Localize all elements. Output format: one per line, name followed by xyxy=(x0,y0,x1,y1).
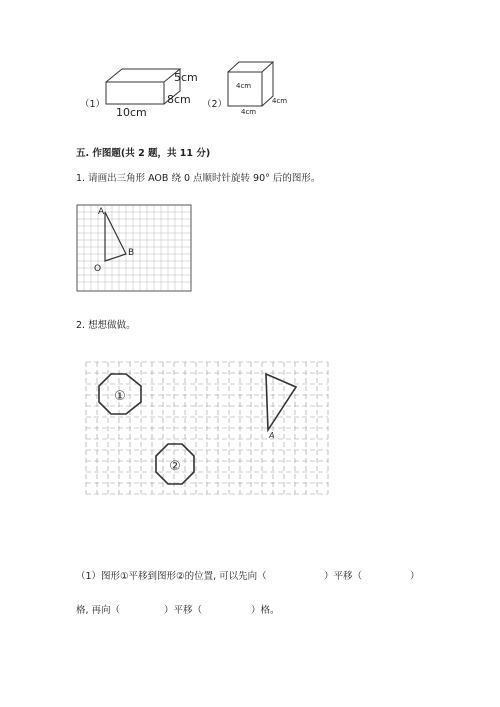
line1-part-2: ）平移（ xyxy=(324,571,363,582)
cube-index-label: （2） xyxy=(202,99,228,110)
section-title: 五. 作图题(共 2 题，共 11 分) xyxy=(76,148,211,159)
q2-grid-figure xyxy=(84,360,334,496)
q1-label-b: B xyxy=(128,248,135,258)
triangle-shape xyxy=(266,374,296,430)
line2-part-1: 格, 再向（ xyxy=(76,605,121,616)
cube-side-edge-label: 4cm xyxy=(272,97,288,105)
cube-bottom-edge-label: 4cm xyxy=(241,108,257,116)
q1-grid-figure xyxy=(76,204,192,292)
triangle-aob xyxy=(105,212,126,261)
shape-1-label: ① xyxy=(114,389,126,404)
question-1-text: 1. 请画出三角形 AOB 绕 0 点顺时针旋转 90° 后的图形。 xyxy=(76,173,321,184)
shape-2-label: ② xyxy=(169,459,181,474)
cube-front-edge-label: 4cm xyxy=(236,82,252,90)
q2-grid-lines xyxy=(86,362,328,494)
cuboid-index-label: （1） xyxy=(80,99,106,110)
line1-part-1: （1）图形①平移到图形②的位置, 可以先向（ xyxy=(76,571,267,582)
cuboid-width-label: 8cm xyxy=(167,93,191,106)
line1-part-3: ） xyxy=(410,571,420,582)
line2-part-2: ）平移（ xyxy=(164,605,203,616)
question-2-text: 2. 想想做做。 xyxy=(76,320,136,331)
q1-label-o: O xyxy=(94,264,102,274)
q1-label-a: A xyxy=(98,207,105,217)
cuboid-length-label: 10cm xyxy=(116,106,147,119)
line2-part-3: ）格。 xyxy=(251,605,280,616)
triangle-label-a: A xyxy=(269,431,275,440)
cuboid-height-label: 5cm xyxy=(174,71,198,84)
